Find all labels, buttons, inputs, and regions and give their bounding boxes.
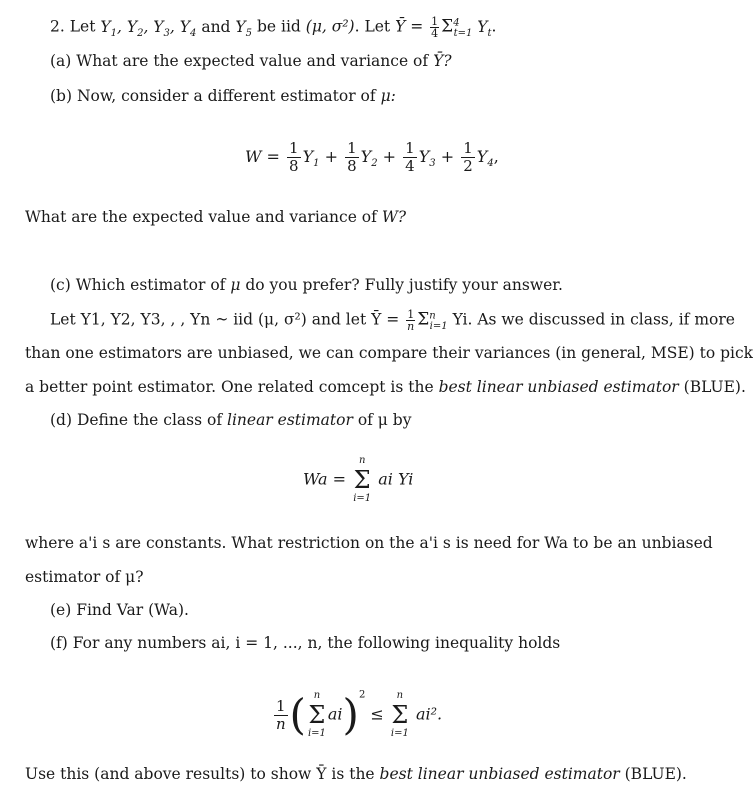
part-a: (a) What are the expected value and variance of Ȳ?	[50, 52, 452, 70]
part-d-question-2: estimator of μ?	[25, 568, 144, 586]
blue-paragraph-line3: a better point estimator. One related comcept is the best linear unbiased estimator (BLUE).	[25, 378, 746, 396]
fraction: $\frac{1}{4}$	[431, 15, 439, 40]
part-f: (f) For any numbers ai, i = 1, ..., n, the following inequality holds	[50, 634, 561, 652]
problem-number: 2.	[50, 17, 65, 36]
wa-equation: Wa = n Σ i=1 ai Yi	[303, 455, 414, 504]
part-b: (b) Now, consider a different estimator of μ:	[50, 87, 396, 105]
part-e: (e) Find Var (Wa).	[50, 601, 189, 619]
part-d: (d) Define the class of linear estimator of μ by	[50, 411, 412, 429]
final-question: Use this (and above results) to show Ȳ is the best linear unbiased estimator (BLUE).	[25, 765, 687, 783]
rv-list: $Y_1$, $Y_2$, $Y_3$, $Y_4$ and $Y_5$	[100, 17, 253, 39]
w-equation: W = $\frac{1}{8}$ $Y_1$ + $\frac{1}{8}$ $Y_2$ + $\frac{1}{4}$ $Y_3$ + $\frac{1}{2}$ $Y_4$,	[245, 139, 499, 175]
problem-statement: 2. Let $Y_1$, $Y_2$, $Y_3$, $Y_4$ and $Y_5$ be iid (μ, σ²). Let Ȳ = $\frac{1}{4}$ $\Sigma^4_{t=1}$ $Y_t$.	[50, 15, 497, 40]
sum-symbol: Σ	[441, 16, 454, 37]
inequality: $\frac{1}{n}$ ( n Σ i=1 ai)$^2$ ≤ n Σ i=1 ai².	[275, 689, 443, 739]
part-d-question-1: where a'i s are constants. What restriction on the a'i s is need for Wa to be an unbiased	[25, 534, 713, 552]
blue-paragraph-line1: Let Y1, Y2, Y3, , , Yn ~ iid (μ, σ²) and let Ȳ = $\frac{1}{n}$ $\Sigma^n_{i=1}$ Yi. As we discussed in class, if more	[50, 308, 735, 333]
blue-paragraph-line2: than one estimators are unbiased, we can compare their variances (in general, MSE) to pick	[25, 344, 753, 362]
part-b-question: What are the expected value and variance of W?	[25, 208, 407, 226]
part-c: (c) Which estimator of μ do you prefer? Fully justify your answer.	[50, 276, 563, 294]
